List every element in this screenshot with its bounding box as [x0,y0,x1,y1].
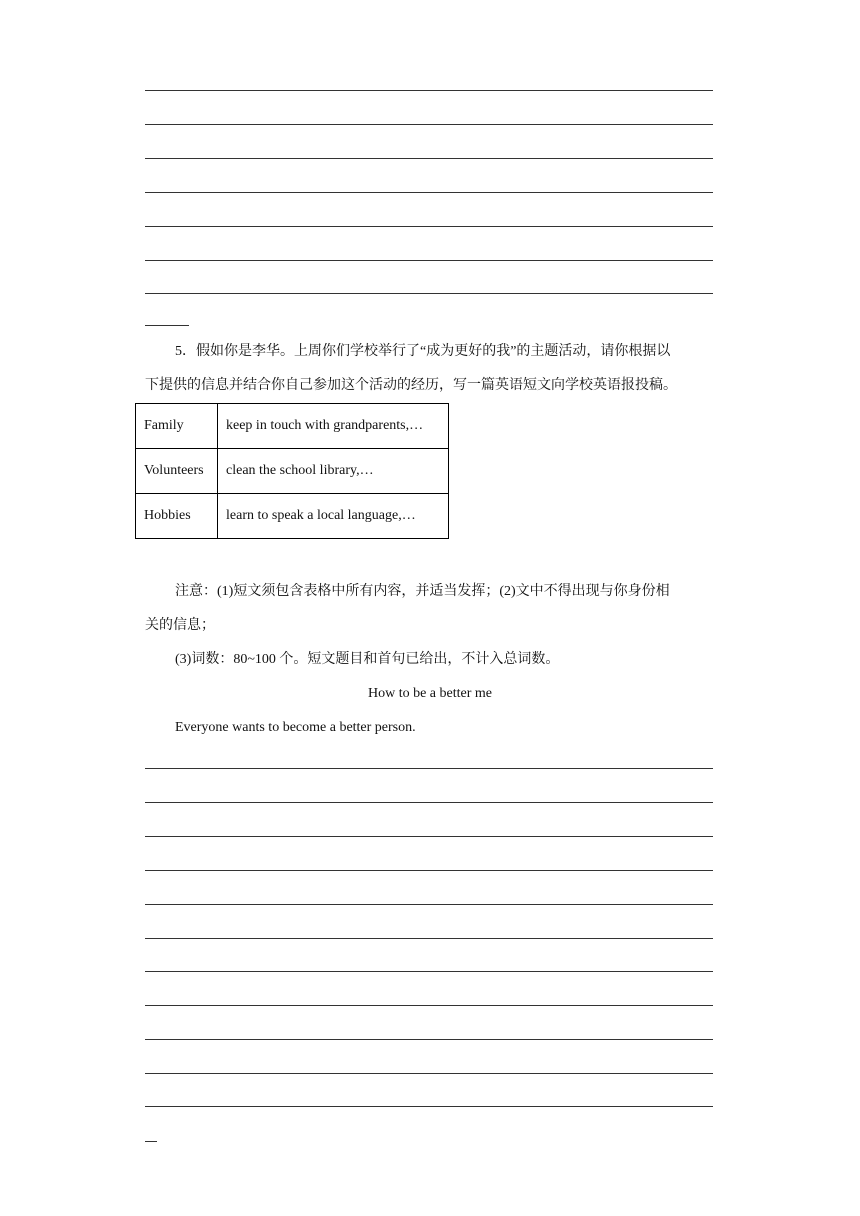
answer-line[interactable] [145,904,713,905]
writing-line [145,192,713,193]
table-row [136,404,449,449]
question-prompt [175,342,670,362]
answer-line[interactable] [145,938,713,939]
table-value-hobbies: learn to speak a local language,… [218,494,449,539]
notes-line-3: (3)词数：80~100 个。短文题目和首句已给出，不计入总词数。 [175,652,560,667]
first-sentence: Everyone wants to become a better person. [175,720,416,735]
table-key-hobbies: Hobbies [136,494,218,539]
info-table [135,403,449,539]
table-row [136,494,449,539]
writing-line-end [145,325,189,326]
table-key-volunteers: Volunteers [136,449,218,494]
answer-line[interactable] [145,1073,713,1074]
writing-line [145,260,713,261]
answer-line[interactable] [145,870,713,871]
writing-line [145,124,713,125]
table-value-volunteers: clean the school library,… [218,449,449,494]
answer-line[interactable] [145,1106,713,1107]
writing-line [145,90,713,91]
answer-line[interactable] [145,1039,713,1040]
answer-line[interactable] [145,971,713,972]
table-value-family: keep in touch with grandparents,… [218,404,449,449]
table-row [136,449,449,494]
notes-line-2: 关的信息； [145,618,215,633]
answer-line[interactable] [145,802,713,803]
essay-title: How to be a better me [367,686,492,701]
table-key-family: Family [136,404,218,449]
answer-line-end [145,1141,157,1142]
answer-line[interactable] [145,836,713,837]
prompt-line-2: 下提供的信息并结合你自己参加这个活动的经历，写一篇英语短文向学校英语报投稿。 [145,378,677,393]
notes-line-1: 注意：(1)短文须包含表格中所有内容，并适当发挥；(2)文中不得出现与你身份相 [175,584,670,599]
answer-line[interactable] [145,768,713,769]
prompt-line-1: 假如你是李华。上周你们学校举行了“成为更好的我”的主题活动，请你根据以 [196,344,671,359]
question-number: 5． [175,344,196,359]
writing-line [145,158,713,159]
writing-line [145,293,713,294]
writing-line [145,226,713,227]
answer-line[interactable] [145,1005,713,1006]
